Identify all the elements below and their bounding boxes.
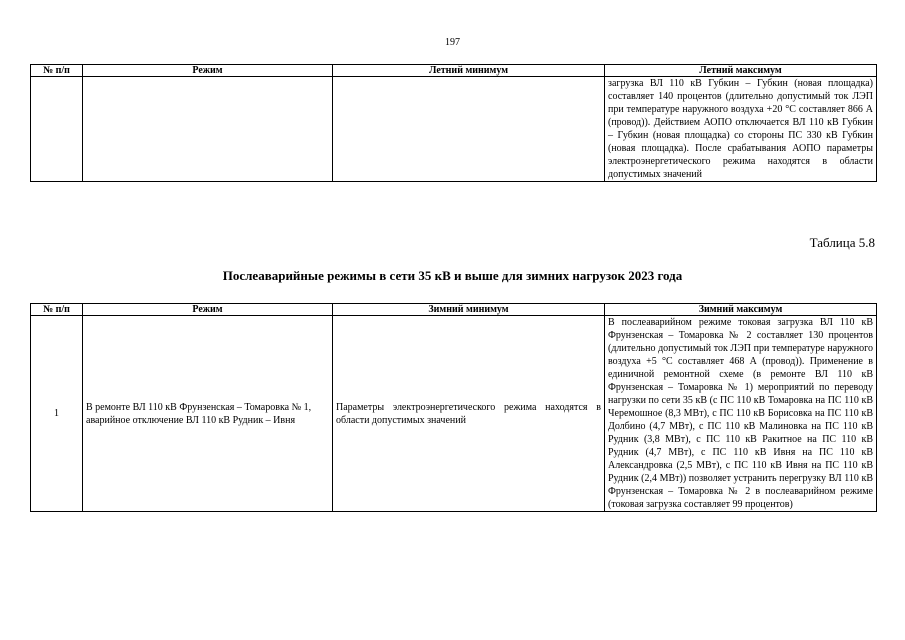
page-number: 197	[445, 37, 460, 48]
cell-summer-max: загрузка ВЛ 110 кВ Губкин – Губкин (новая площадка) составляет 140 процентов (длительно допустимый ток ЛЭП при температуре наружного воздуха +20 °C составляет 866 А (провод)). Действием АОПО отключается ВЛ 110 кВ Губкин – Губкин (новая площадка) со стороны ПС 330 кВ Губкин (новая площадка). После срабатывания АОПО параметры электроэнергетического режима находятся в области допустимых значений	[605, 77, 877, 182]
cell-number	[31, 77, 83, 182]
header-mode: Режим	[83, 304, 333, 316]
cell-winter-max: В послеаварийном режиме токовая загрузка ВЛ 110 кВ Фрунзенская – Томаровка № 2 составляет 130 процентов (длительно допустимый ток ЛЭП при температуре наружного воздуха +5 °С составляет 468 А (провод)). Применение в единичной ремонтной схеме (в ремонте ВЛ 110 кВ Фрунзенская – Томаровка № 1) мероприятий по переводу нагрузки по сети 35 кВ (с ПС 110 кВ Томаровка на ПС 110 кВ Черемошное (8,3 МВт), с ПС 110 кВ Борисовка на ПС 110 кВ Долбино (4,7 МВт), с ПС 110 кВ Малиновка на ПС 110 кВ Рудник (3,8 МВт), с ПС 110 кВ Ракитное на ПС 110 кВ Рудник (4,7 МВт), с ПС 110 кВ Ивня на ПС 110 кВ Александровка (2,5 МВт), с ПС 110 кВ Ивня на ПС 110 кВ Рудник (2,4 МВт)) позволяет устранить перегрузку ВЛ 110 кВ Фрунзенская – Томаровка № 2 в послеаварийном режиме (токовая загрузка составляет 99 процентов)	[605, 316, 877, 512]
table-label: Таблица 5.8	[809, 235, 875, 250]
table-title: Послеаварийные режимы в сети 35 кВ и выше для зимних нагрузок 2023 года	[222, 268, 683, 283]
table-row	[31, 316, 877, 512]
header-summer-max: Летний максимум	[605, 65, 877, 77]
header-number: № п/п	[31, 304, 83, 316]
cell-number: 1	[31, 316, 83, 512]
cell-mode: В ремонте ВЛ 110 кВ Фрунзенская – Томаровка № 1, аварийное отключение ВЛ 110 кВ Рудник – Ивня	[83, 316, 333, 512]
header-winter-min: Зимний минимум	[333, 304, 605, 316]
cell-mode	[83, 77, 333, 182]
table-header-row	[31, 304, 877, 316]
table-header-row	[31, 65, 877, 77]
continued-table	[30, 64, 877, 182]
cell-winter-min: Параметры электроэнергетического режима находятся в области допустимых значений	[333, 316, 605, 512]
header-winter-max: Зимний максимум	[605, 304, 877, 316]
winter-modes-table	[30, 303, 877, 512]
header-number: № п/п	[31, 65, 83, 77]
cell-summer-min	[333, 77, 605, 182]
header-mode: Режим	[83, 65, 333, 77]
table-row	[31, 77, 877, 182]
header-summer-min: Летний минимум	[333, 65, 605, 77]
